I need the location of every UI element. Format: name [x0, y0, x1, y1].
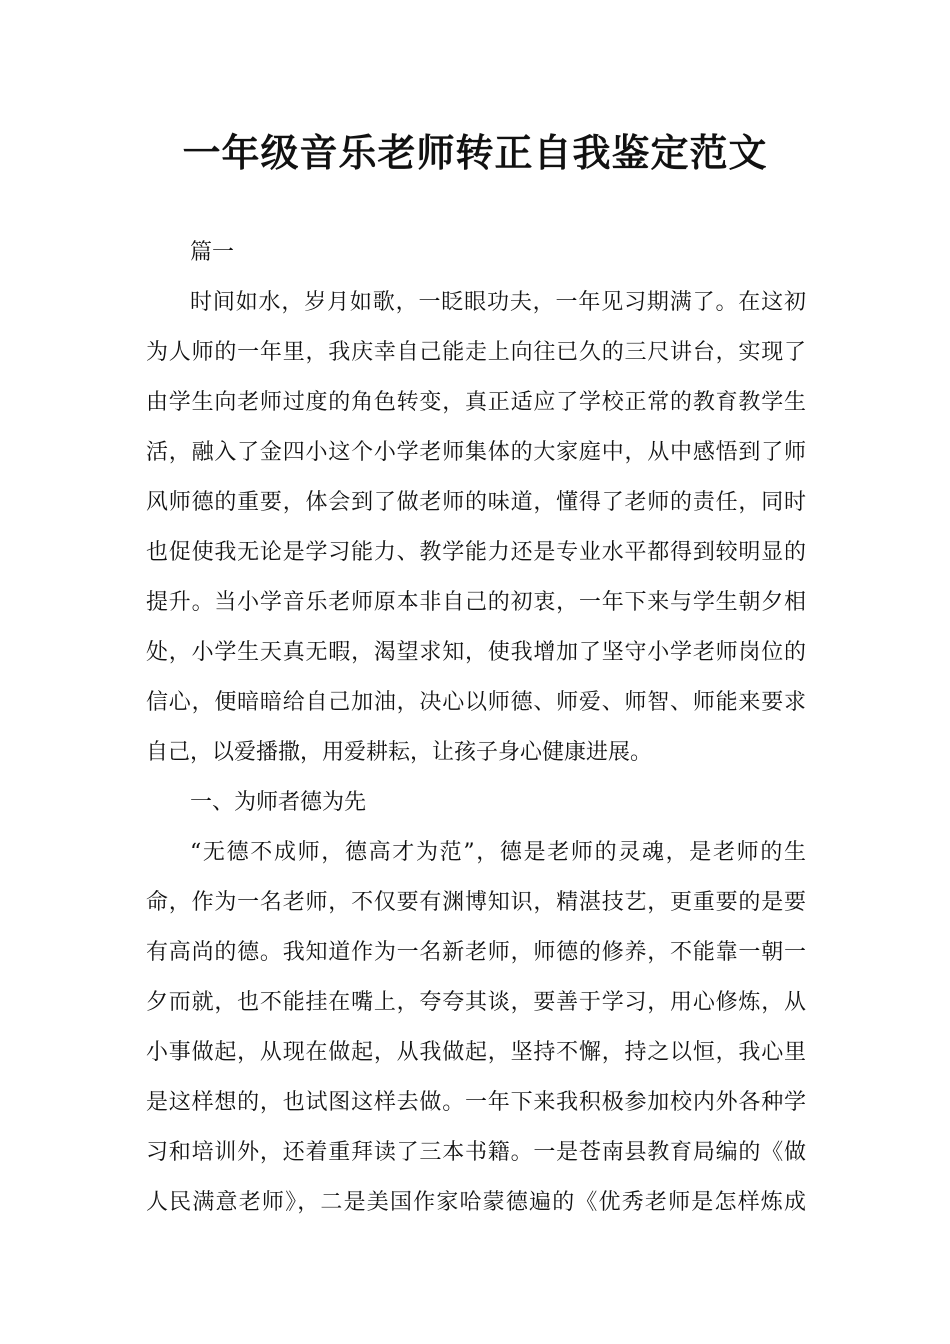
text-line: 一、为师者德为先 — [190, 790, 367, 815]
text-line: 习和培训外，还着重拜读了三本书籍。一是苍南县教育局编的《做 — [146, 1140, 806, 1165]
document-title: 一年级音乐老师转正自我鉴定范文 — [182, 131, 768, 175]
text-line: 提升。当小学音乐老师原本非自己的初衷，一年下来与学生朝夕相 — [146, 590, 806, 615]
text-line: 为人师的一年里，我庆幸自己能走上向往已久的三尺讲台，实现了 — [146, 340, 806, 365]
text-line: 小事做起，从现在做起，从我做起，坚持不懈，持之以恒，我心里 — [146, 1040, 806, 1065]
text-line: 处，小学生天真无暇，渴望求知，使我增加了坚守小学老师岗位的 — [146, 640, 806, 665]
text-line: 有高尚的德。我知道作为一名新老师，师德的修养，不能靠一朝一 — [146, 940, 806, 965]
text-line: 是这样想的，也试图这样去做。一年下来我积极参加校内外各种学 — [146, 1090, 806, 1115]
document-body — [146, 228, 806, 1228]
text-line: 风师德的重要，体会到了做老师的味道，懂得了老师的责任，同时 — [146, 490, 806, 515]
text-line: “无德不成师，德高才为范”，德是老师的灵魂，是老师的生 — [190, 840, 806, 865]
text-line: 篇一 — [190, 240, 235, 265]
text-line: 也促使我无论是学习能力、教学能力还是专业水平都得到较明显的 — [146, 540, 806, 565]
text-line: 由学生向老师过度的角色转变，真正适应了学校正常的教育教学生 — [146, 390, 806, 415]
text-line: 活，融入了金四小这个小学老师集体的大家庭中，从中感悟到了师 — [146, 440, 806, 465]
text-line: 信心，便暗暗给自己加油，决心以师德、师爱、师智、师能来要求 — [146, 690, 806, 715]
text-line: 时间如水，岁月如歌，一眨眼功夫，一年见习期满了。在这初 — [190, 290, 806, 315]
text-line: 人民满意老师》，二是美国作家哈蒙德遍的《优秀老师是怎样炼成 — [146, 1190, 806, 1215]
text-line: 自己，以爱播撒，用爱耕耘，让孩子身心健康进展。 — [146, 740, 653, 765]
text-line: 命，作为一名老师，不仅要有渊博知识，精湛技艺，更重要的是要 — [146, 890, 806, 915]
text-line: 夕而就，也不能挂在嘴上，夸夸其谈，要善于学习，用心修炼，从 — [146, 990, 806, 1015]
